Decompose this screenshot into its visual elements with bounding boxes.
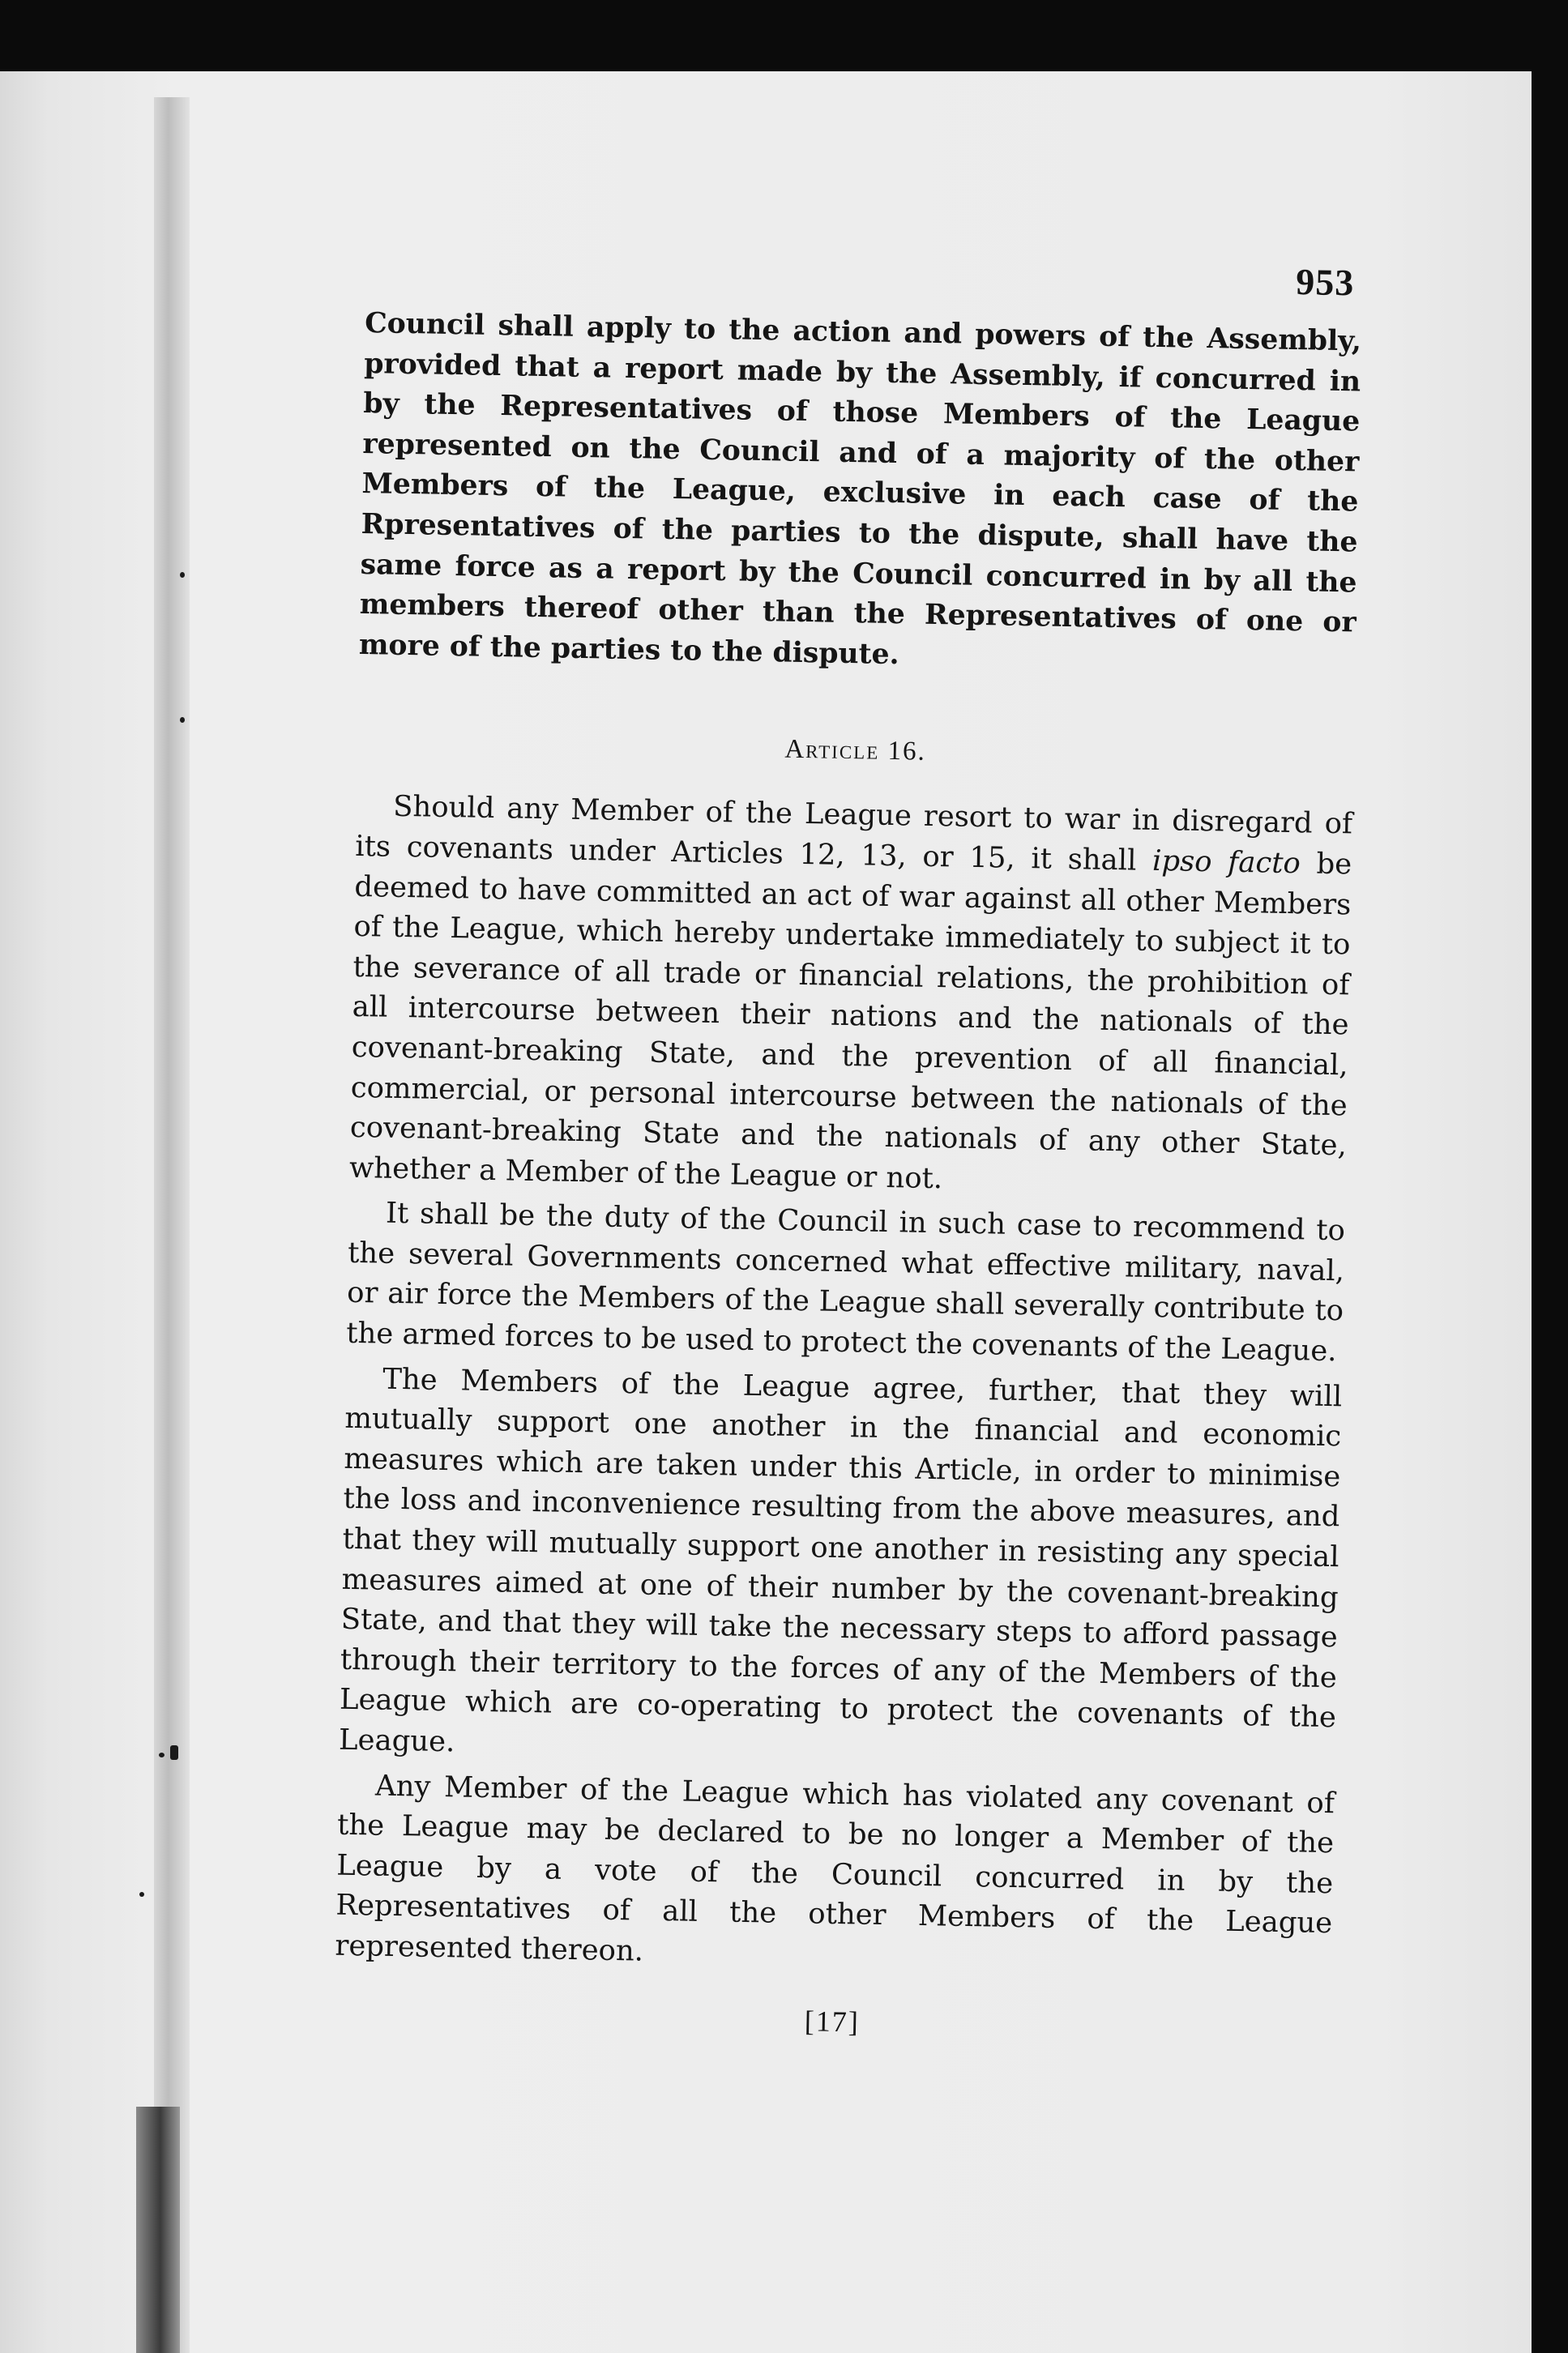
margin-speck: [159, 1753, 164, 1757]
margin-speck: [170, 1745, 178, 1760]
article-heading: Article 16.: [784, 734, 927, 767]
italic-term: ipso facto: [1151, 843, 1301, 881]
paragraph-article-16-sanctions: [349, 786, 1353, 1206]
footer-page-number: [17]: [804, 2004, 861, 2039]
margin-speck: [180, 572, 185, 578]
paragraph-text: Should any Member of the League resort to war in disregard of its covenants under Articles 12, 13, or 15, it shall: [354, 790, 1353, 878]
paragraph-continued: Council shall apply to the action and powers of the Assembly, provided that a report made by the Assembly, if concurred in by the Representatives of those Members of the League represented on the Council and of a majority of the other Members of the League, exclusive in each case of the Rpresentatives of the parties to the dispute, shall have the same force as a report by the Council concurred in by all the members thereof other than the Representatives of one or more of the parties to the dispute.: [358, 306, 1362, 671]
margin-speck: [180, 717, 185, 723]
paragraph-council-duty: It shall be the duty of the Council in such case to recommend to the several Governments concerned what effective military, naval, or air force the Members of the League shall severally contribute to the armed forces to be used to protect the covenants of the League.: [345, 1196, 1346, 1369]
paragraph-mutual-support: The Members of the League agree, further, that they will mutually support one another in the financial and economic measures which are taken under this Article, in order to minimise the loss and inconvenience resulting from the above measures, and that they will mutually support one another in resisting any special measures aimed at one of their number by the covenant-breaking State, and that they will take the necessary steps to afford passage through their territory to the forces of any of the Members of the League which are co-operating to protect the covenants of the League.: [338, 1362, 1343, 1759]
paragraph-text: be deemed to have committed an act of war against all other Members of the League, which hereby undertake immediately to subject it to the severance of all trade or financial relations, the prohibition of all intercourse between their nations and the nationals of the covenant-breaking State, and the prevention of all financial, commercial, or personal intercourse between the nationals of the covenant-breaking State and the nationals of any other State, whether a Member of the League or not.: [348, 847, 1352, 1195]
document-body: [334, 243, 1363, 2048]
page-number: 953: [1295, 261, 1355, 304]
binding-shadow: [136, 2107, 180, 2353]
binding-gutter: [154, 97, 190, 2353]
paragraph-expulsion: Any Member of the League which has violated any covenant of the League may be declared to be no longer a Member of the League by a vote of the Council concurred in by the Representatives of all the other Members of the League represented thereon.: [335, 1769, 1335, 1968]
margin-speck: [139, 1892, 144, 1897]
